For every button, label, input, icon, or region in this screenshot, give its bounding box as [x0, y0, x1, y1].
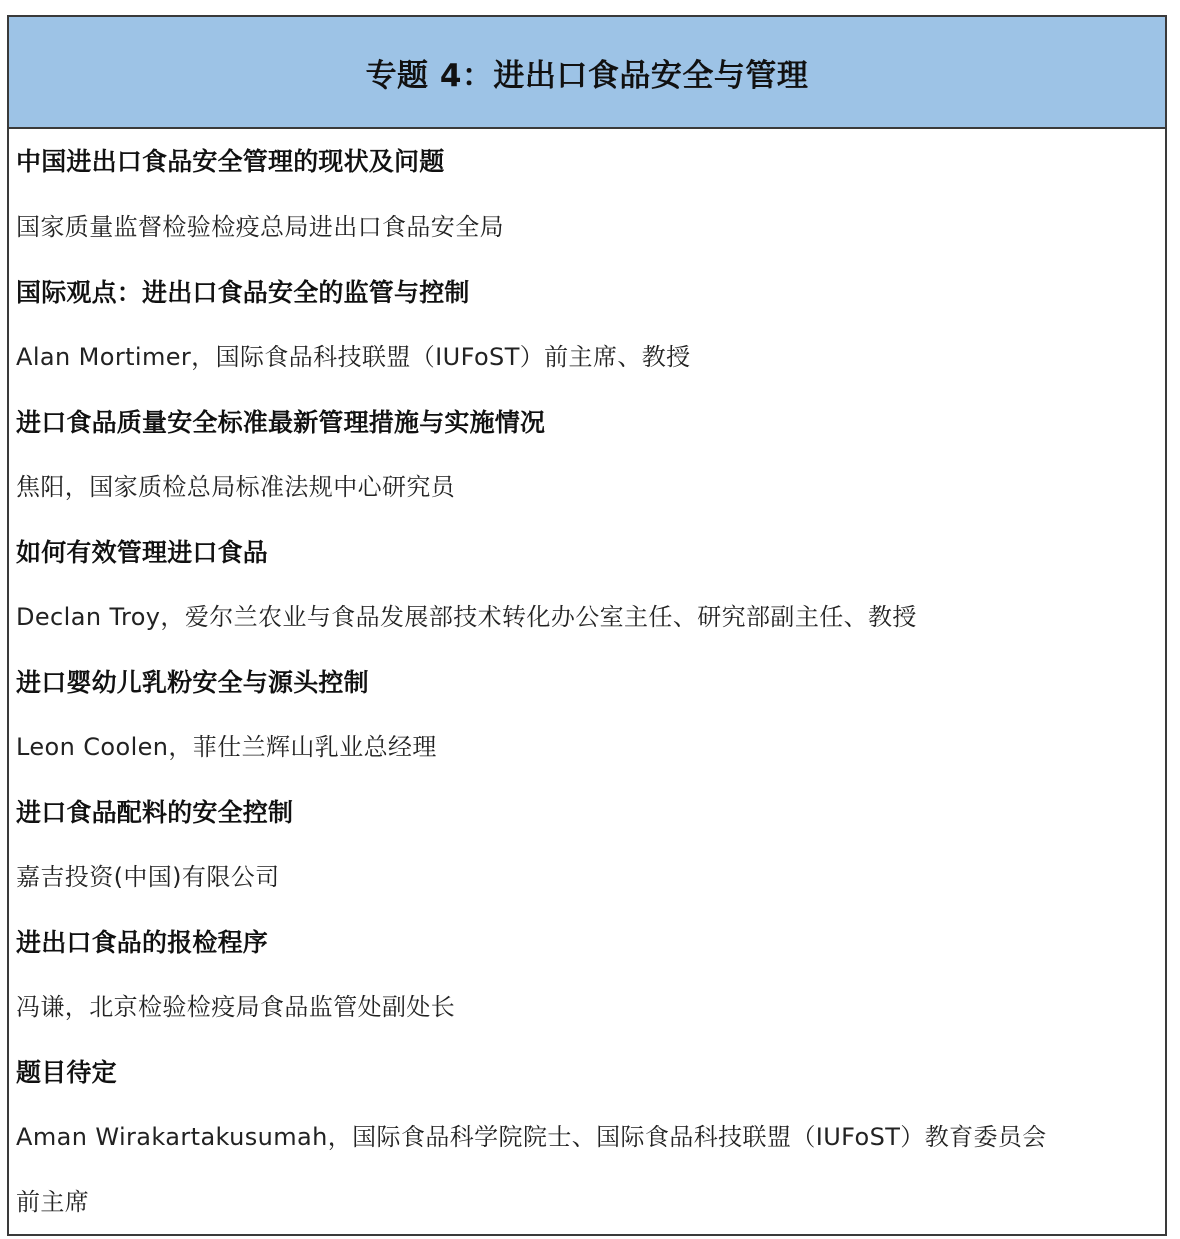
- speaker-line-continued: 前主席: [16, 1188, 90, 1216]
- speaker-line: 冯谦，北京检验检疫局食品监管处副处长: [16, 993, 456, 1021]
- agenda-content: [9, 129, 1165, 1235]
- speaker-line: 嘉吉投资(中国)有限公司: [16, 863, 280, 891]
- agenda-title: 专题 4：进出口食品安全与管理: [365, 57, 809, 94]
- speaker-line: 国家质量监督检验检疫总局进出口食品安全局: [16, 213, 504, 241]
- speaker-line: Leon Coolen，菲仕兰辉山乳业总经理: [16, 733, 437, 761]
- topic-title: 题目待定: [16, 1058, 117, 1087]
- agenda-table: [7, 15, 1167, 1236]
- topic-title: 中国进出口食品安全管理的现状及问题: [16, 147, 445, 176]
- topic-title: 进出口食品的报检程序: [16, 928, 269, 957]
- topic-title: 进口食品质量安全标准最新管理措施与实施情况: [16, 408, 546, 437]
- agenda-header: [9, 17, 1165, 129]
- topic-title: 如何有效管理进口食品: [16, 538, 269, 567]
- speaker-line: Alan Mortimer，国际食品科技联盟（IUFoST）前主席、教授: [16, 343, 691, 371]
- speaker-line: Aman Wirakartakusumah，国际食品科学院院士、国际食品科技联盟（IUFoST）教育委员会: [16, 1123, 1047, 1151]
- topic-title: 进口婴幼儿乳粉安全与源头控制: [16, 668, 369, 697]
- speaker-line: Declan Troy，爱尔兰农业与食品发展部技术转化办公室主任、研究部副主任、教授: [16, 603, 917, 631]
- speaker-line: 焦阳，国家质检总局标准法规中心研究员: [16, 473, 456, 501]
- topic-title: 进口食品配料的安全控制: [16, 798, 294, 827]
- topic-title: 国际观点：进出口食品安全的监管与控制: [16, 278, 470, 307]
